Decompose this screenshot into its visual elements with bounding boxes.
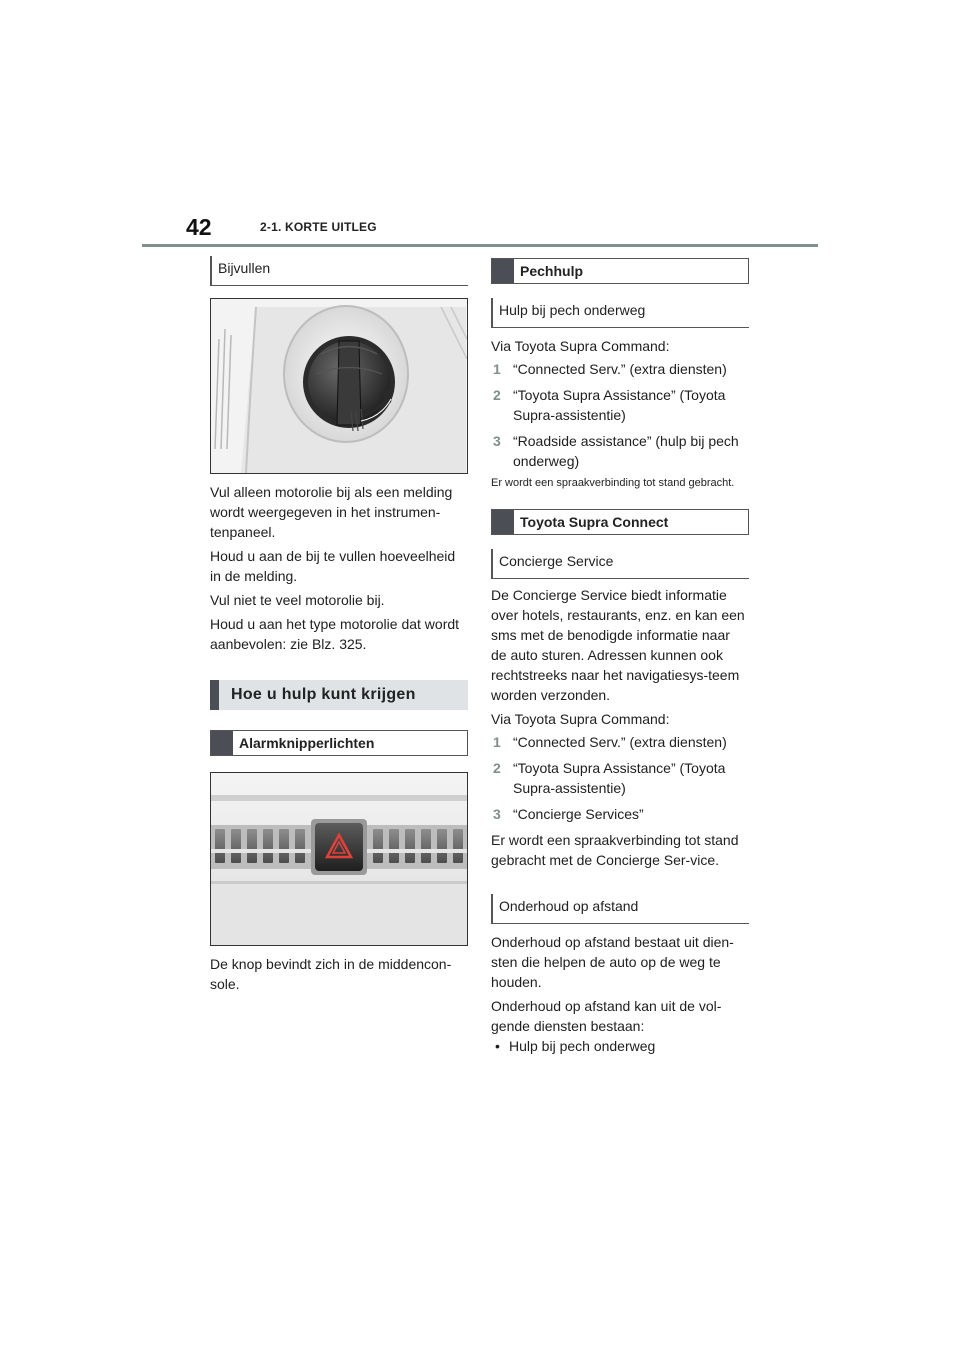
bijvullen-heading (210, 256, 468, 286)
remote-bullet-text: Hulp bij pech onderweg (509, 1038, 656, 1054)
via-command-2: Via Toyota Supra Command: (491, 711, 670, 727)
step-text: “Concierge Services” (513, 806, 644, 822)
bijvullen-paragraph: Houd u aan de bij te vullen hoeveelheid in de melding. (210, 548, 456, 584)
section-label: 2-1. KORTE UITLEG (260, 220, 377, 234)
pechhulp-heading (491, 258, 749, 284)
roadside-heading-text: Hulp bij pech onderweg (499, 302, 646, 318)
step-number: 3 (493, 806, 501, 822)
step-number: 2 (493, 387, 501, 403)
step-item (491, 385, 749, 425)
bijvullen-body (210, 482, 468, 654)
step-item (491, 431, 749, 471)
step-text: “Roadside assistance” (hulp bij pech onderweg) (513, 433, 739, 469)
step-number: 1 (493, 734, 501, 750)
step-text: “Toyota Supra Assistance” (Toyota Supra-assistentie) (513, 760, 726, 796)
step-item (491, 359, 749, 379)
hazard-heading-bar (211, 731, 233, 755)
bijvullen-paragraph: Vul niet te veel motorolie bij. (210, 592, 385, 608)
help-heading (210, 680, 468, 710)
step-text: “Connected Serv.” (extra diensten) (513, 734, 727, 750)
left-column (210, 256, 468, 994)
step-number: 3 (493, 433, 501, 449)
page-number: 42 (186, 214, 212, 240)
connect-heading-text: Toyota Supra Connect (520, 514, 669, 530)
bijvullen-paragraph: Vul alleen motorolie bij als een melding wordt weergegeven in het instrumen-tenpaneel. (210, 484, 453, 540)
right-column (491, 256, 749, 1056)
step-number: 1 (493, 361, 501, 377)
voice-note-1: Er wordt een spraakverbinding tot stand gebracht. (491, 477, 735, 489)
step-number: 2 (493, 760, 501, 776)
pechhulp-heading-bar (492, 259, 514, 283)
step-item (491, 732, 749, 752)
remote-text-1: Onderhoud op afstand bestaat uit dien-sten die helpen de auto op de weg te houden. (491, 934, 734, 990)
hazard-heading (210, 730, 468, 756)
step-text: “Connected Serv.” (extra diensten) (513, 361, 727, 377)
remote-bullet (491, 1036, 749, 1056)
concierge-text: De Concierge Service biedt informatie over hotels, restaurants, enz. en kan een sms met de benodigde informatie naar de auto sturen. Adressen kunnen ook rechtstreeks naar het navigatiesys-teem worden verzonden. (491, 587, 745, 703)
concierge-heading (491, 549, 749, 579)
bullet-dot: • (495, 1038, 500, 1054)
remote-heading-text: Onderhoud op afstand (499, 898, 639, 914)
step-text: “Toyota Supra Assistance” (Toyota Supra-assistentie) (513, 387, 726, 423)
connect-heading (491, 509, 749, 535)
connect-heading-bar (492, 510, 514, 534)
bijvullen-heading-text: Bijvullen (218, 260, 271, 276)
remote-heading (491, 894, 749, 924)
header-rule (142, 244, 818, 247)
remote-text-2: Onderhoud op afstand kan uit de vol-gende diensten bestaan: (491, 998, 722, 1034)
concierge-heading-text: Concierge Service (499, 553, 614, 569)
via-command-1: Via Toyota Supra Command: (491, 338, 670, 354)
step-item (491, 804, 749, 824)
bijvullen-paragraph: Houd u aan het type motorolie dat wordt aanbevolen: zie Blz. 325. (210, 616, 460, 652)
help-heading-bar (210, 680, 219, 710)
pechhulp-heading-text: Pechhulp (520, 263, 584, 279)
help-heading-text: Hoe u hulp kunt krijgen (231, 686, 416, 703)
hazard-button-illustration (211, 773, 467, 945)
oil-cap-illustration (211, 299, 467, 473)
roadside-heading (491, 298, 749, 328)
hazard-button-figure (210, 772, 468, 946)
hazard-text: De knop bevindt zich in de middencon-sole. (210, 956, 452, 992)
oil-cap-figure (210, 298, 468, 474)
step-item (491, 758, 749, 798)
hazard-heading-text: Alarmknipperlichten (239, 735, 375, 751)
voice-note-2: Er wordt een spraakverbinding tot stand gebracht met de Concierge Ser-vice. (491, 832, 739, 868)
